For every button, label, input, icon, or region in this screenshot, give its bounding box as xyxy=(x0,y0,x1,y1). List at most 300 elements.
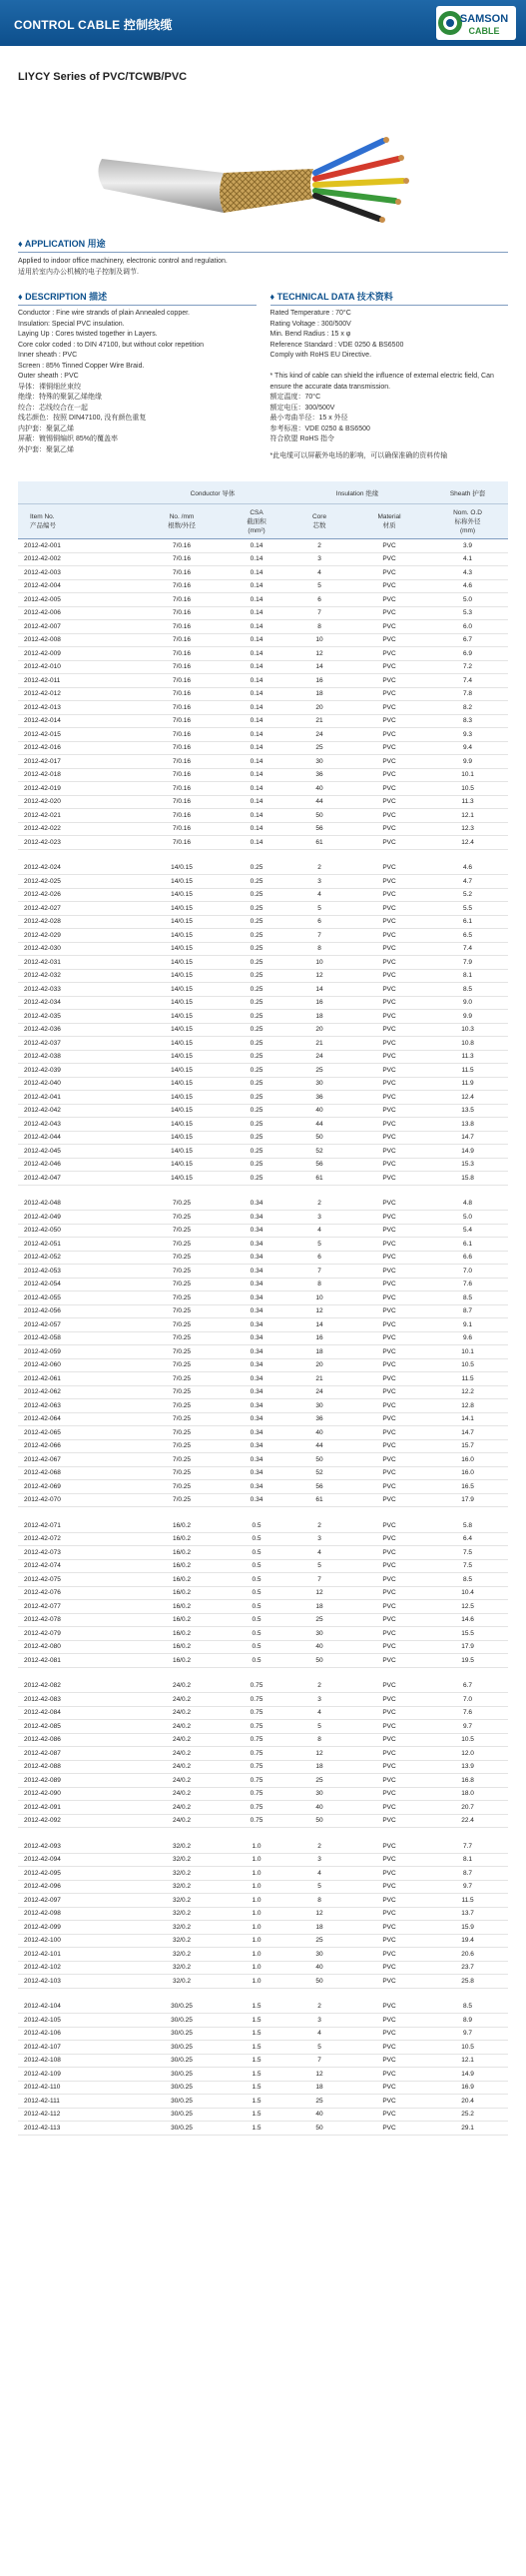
material-cell: PVC xyxy=(351,1907,427,1921)
table-row xyxy=(18,1372,508,1386)
core-cell: 44 xyxy=(287,1118,351,1132)
item-no-cell: 2012-42-020 xyxy=(18,795,138,809)
item-no-cell: 2012-42-103 xyxy=(18,1975,138,1989)
core-cell: 44 xyxy=(287,1439,351,1453)
od-cell: 8.9 xyxy=(427,2014,508,2028)
od-cell: 6.0 xyxy=(427,620,508,634)
material-cell: PVC xyxy=(351,782,427,796)
material-cell: PVC xyxy=(351,1077,427,1091)
material-cell: PVC xyxy=(351,1318,427,1332)
csa-cell: 0.25 xyxy=(226,996,287,1010)
od-cell: 10.5 xyxy=(427,1358,508,1372)
table-row xyxy=(18,2027,508,2041)
conductor-cell: 14/0.15 xyxy=(138,929,226,943)
table-row xyxy=(18,1867,508,1881)
table-row xyxy=(18,2041,508,2055)
csa-cell: 0.5 xyxy=(226,1546,287,1560)
material-cell: PVC xyxy=(351,633,427,647)
table-row xyxy=(18,1747,508,1761)
core-cell: 2 xyxy=(287,1519,351,1532)
material-cell: PVC xyxy=(351,1787,427,1801)
od-cell: 4.6 xyxy=(427,579,508,593)
item-no-cell: 2012-42-055 xyxy=(18,1291,138,1305)
material-cell: PVC xyxy=(351,1654,427,1668)
csa-cell: 0.25 xyxy=(226,915,287,929)
conductor-cell: 7/0.25 xyxy=(138,1304,226,1318)
od-cell: 17.9 xyxy=(427,1640,508,1654)
table-row xyxy=(18,1211,508,1225)
item-no-cell: 2012-42-080 xyxy=(18,1640,138,1654)
conductor-cell: 32/0.2 xyxy=(138,1894,226,1908)
item-no-cell: 2012-42-008 xyxy=(18,633,138,647)
core-cell: 50 xyxy=(287,1975,351,1989)
material-cell: PVC xyxy=(351,1600,427,1614)
core-cell: 52 xyxy=(287,1466,351,1480)
core-cell: 25 xyxy=(287,1934,351,1948)
csa-cell: 0.34 xyxy=(226,1345,287,1359)
conductor-cell: 16/0.2 xyxy=(138,1546,226,1560)
table-row xyxy=(18,1265,508,1279)
od-cell: 4.3 xyxy=(427,566,508,580)
conductor-cell: 14/0.15 xyxy=(138,1091,226,1105)
core-cell: 18 xyxy=(287,1600,351,1614)
csa-cell: 0.75 xyxy=(226,1706,287,1720)
csa-cell: 0.5 xyxy=(226,1586,287,1600)
conductor-cell: 7/0.25 xyxy=(138,1331,226,1345)
core-cell: 14 xyxy=(287,660,351,674)
conductor-cell: 30/0.25 xyxy=(138,2001,226,2014)
conductor-cell: 14/0.15 xyxy=(138,969,226,983)
conductor-cell: 7/0.16 xyxy=(138,579,226,593)
item-no-cell: 2012-42-060 xyxy=(18,1358,138,1372)
core-cell: 25 xyxy=(287,1064,351,1078)
material-cell: PVC xyxy=(351,1385,427,1399)
conductor-cell: 14/0.15 xyxy=(138,996,226,1010)
core-cell: 4 xyxy=(287,1224,351,1238)
conductor-cell: 7/0.16 xyxy=(138,633,226,647)
conductor-cell: 32/0.2 xyxy=(138,1880,226,1894)
table-row xyxy=(18,687,508,701)
table-row xyxy=(18,1894,508,1908)
application-section xyxy=(18,237,508,278)
csa-cell: 0.5 xyxy=(226,1519,287,1532)
item-no-cell: 2012-42-027 xyxy=(18,902,138,916)
material-cell: PVC xyxy=(351,983,427,997)
material-cell: PVC xyxy=(351,1037,427,1051)
table-row xyxy=(18,996,508,1010)
table-row xyxy=(18,1640,508,1654)
csa-cell: 0.25 xyxy=(226,1010,287,1024)
conductor-cell: 24/0.2 xyxy=(138,1774,226,1788)
table-row xyxy=(18,1358,508,1372)
od-cell: 15.7 xyxy=(427,1439,508,1453)
core-cell: 3 xyxy=(287,552,351,566)
table-row xyxy=(18,809,508,823)
table-row xyxy=(18,1064,508,1078)
table-row xyxy=(18,1880,508,1894)
material-cell: PVC xyxy=(351,1867,427,1881)
item-no-cell: 2012-42-035 xyxy=(18,1010,138,1024)
material-cell: PVC xyxy=(351,566,427,580)
group-spacer xyxy=(18,1988,508,2001)
conductor-cell: 30/0.25 xyxy=(138,2108,226,2122)
csa-cell: 0.75 xyxy=(226,1680,287,1693)
item-no-cell: 2012-42-028 xyxy=(18,915,138,929)
core-cell: 44 xyxy=(287,795,351,809)
description-title: ♦ DESCRIPTION 描述 xyxy=(18,292,108,302)
item-no-cell: 2012-42-070 xyxy=(18,1493,138,1507)
application-title: ♦ APPLICATION 用途 xyxy=(18,239,106,249)
csa-cell: 0.75 xyxy=(226,1814,287,1828)
csa-cell: 0.5 xyxy=(226,1613,287,1627)
od-cell: 25.2 xyxy=(427,2108,508,2122)
conductor-cell: 14/0.15 xyxy=(138,1064,226,1078)
material-cell: PVC xyxy=(351,1747,427,1761)
csa-cell: 0.34 xyxy=(226,1466,287,1480)
material-cell: PVC xyxy=(351,1706,427,1720)
od-cell: 10.1 xyxy=(427,1345,508,1359)
od-cell: 14.9 xyxy=(427,2068,508,2082)
csa-cell: 1.0 xyxy=(226,1853,287,1867)
csa-cell: 0.75 xyxy=(226,1720,287,1734)
material-cell: PVC xyxy=(351,1640,427,1654)
material-cell: PVC xyxy=(351,714,427,728)
core-cell: 8 xyxy=(287,942,351,956)
csa-cell: 0.34 xyxy=(226,1238,287,1252)
item-no-cell: 2012-42-045 xyxy=(18,1145,138,1159)
csa-cell: 0.34 xyxy=(226,1291,287,1305)
csa-cell: 0.25 xyxy=(226,1118,287,1132)
conductor-cell: 7/0.25 xyxy=(138,1385,226,1399)
csa-cell: 0.34 xyxy=(226,1453,287,1467)
material-cell: PVC xyxy=(351,1224,427,1238)
material-cell: PVC xyxy=(351,1894,427,1908)
item-no-cell: 2012-42-003 xyxy=(18,566,138,580)
od-cell: 20.4 xyxy=(427,2095,508,2109)
item-no-cell: 2012-42-039 xyxy=(18,1064,138,1078)
group-spacer-cell xyxy=(18,849,508,862)
conductor-cell: 16/0.2 xyxy=(138,1613,226,1627)
material-cell: PVC xyxy=(351,969,427,983)
core-cell: 30 xyxy=(287,755,351,769)
conductor-cell: 7/0.16 xyxy=(138,728,226,742)
conductor-cell: 7/0.25 xyxy=(138,1480,226,1494)
item-no-cell: 2012-42-077 xyxy=(18,1600,138,1614)
table-row xyxy=(18,915,508,929)
item-no-cell: 2012-42-090 xyxy=(18,1787,138,1801)
table-row xyxy=(18,1331,508,1345)
item-no-cell: 2012-42-065 xyxy=(18,1426,138,1440)
od-cell: 17.9 xyxy=(427,1493,508,1507)
item-no-cell: 2012-42-084 xyxy=(18,1706,138,1720)
material-cell: PVC xyxy=(351,620,427,634)
table-row xyxy=(18,1907,508,1921)
conductor-cell: 16/0.2 xyxy=(138,1640,226,1654)
csa-cell: 0.34 xyxy=(226,1211,287,1225)
csa-cell: 0.14 xyxy=(226,539,287,553)
core-cell: 4 xyxy=(287,1546,351,1560)
material-cell: PVC xyxy=(351,1251,427,1265)
item-no-cell: 2012-42-081 xyxy=(18,1654,138,1668)
od-cell: 7.2 xyxy=(427,660,508,674)
od-cell: 13.7 xyxy=(427,1907,508,1921)
material-cell: PVC xyxy=(351,1480,427,1494)
table-row xyxy=(18,1091,508,1105)
table-row xyxy=(18,969,508,983)
item-no-cell: 2012-42-030 xyxy=(18,942,138,956)
core-cell: 16 xyxy=(287,996,351,1010)
od-cell: 8.5 xyxy=(427,2001,508,2014)
csa-cell: 0.14 xyxy=(226,768,287,782)
conductor-cell: 30/0.25 xyxy=(138,2041,226,2055)
item-no-cell: 2012-42-015 xyxy=(18,728,138,742)
table-row xyxy=(18,1385,508,1399)
core-cell: 6 xyxy=(287,915,351,929)
od-cell: 6.9 xyxy=(427,647,508,661)
spec-table-container xyxy=(18,481,508,2136)
conductor-cell: 14/0.15 xyxy=(138,1172,226,1186)
table-row xyxy=(18,1654,508,1668)
od-cell: 15.5 xyxy=(427,1627,508,1641)
logo-text-1: SAMSON xyxy=(459,13,509,25)
group-spacer-cell xyxy=(18,1507,508,1520)
conductor-cell: 14/0.15 xyxy=(138,942,226,956)
conductor-cell: 7/0.16 xyxy=(138,701,226,715)
od-cell: 6.5 xyxy=(427,929,508,943)
item-no-cell: 2012-42-066 xyxy=(18,1439,138,1453)
item-no-cell: 2012-42-063 xyxy=(18,1399,138,1413)
table-row xyxy=(18,942,508,956)
conductor-cell: 7/0.25 xyxy=(138,1466,226,1480)
material-cell: PVC xyxy=(351,836,427,850)
material-cell: PVC xyxy=(351,875,427,889)
od-cell: 12.4 xyxy=(427,1091,508,1105)
table-row xyxy=(18,1760,508,1774)
conductor-cell: 24/0.2 xyxy=(138,1706,226,1720)
item-no-cell: 2012-42-068 xyxy=(18,1466,138,1480)
core-cell: 40 xyxy=(287,782,351,796)
table-row xyxy=(18,1532,508,1546)
conductor-group-header: Conductor 导体 xyxy=(138,481,287,504)
conductor-cell: 30/0.25 xyxy=(138,2027,226,2041)
material-cell: PVC xyxy=(351,2108,427,2122)
material-cell: PVC xyxy=(351,1733,427,1747)
conductor-cell: 32/0.2 xyxy=(138,1907,226,1921)
material-cell: PVC xyxy=(351,1010,427,1024)
od-cell: 7.4 xyxy=(427,942,508,956)
core-cell: 24 xyxy=(287,1385,351,1399)
table-row xyxy=(18,579,508,593)
conductor-cell: 14/0.15 xyxy=(138,1010,226,1024)
core-cell: 30 xyxy=(287,1787,351,1801)
material-cell: PVC xyxy=(351,1331,427,1345)
table-row xyxy=(18,836,508,850)
conductor-cell: 14/0.15 xyxy=(138,1131,226,1145)
table-row xyxy=(18,2081,508,2095)
conductor-cell: 14/0.15 xyxy=(138,1050,226,1064)
table-row xyxy=(18,1145,508,1159)
core-cell: 12 xyxy=(287,969,351,983)
material-cell: PVC xyxy=(351,1466,427,1480)
group-spacer-cell xyxy=(18,1828,508,1841)
table-row xyxy=(18,1251,508,1265)
material-cell: PVC xyxy=(351,1104,427,1118)
conductor-cell: 16/0.2 xyxy=(138,1573,226,1587)
item-no-cell: 2012-42-075 xyxy=(18,1573,138,1587)
table-row xyxy=(18,956,508,970)
od-cell: 4.7 xyxy=(427,875,508,889)
item-no-cell: 2012-42-083 xyxy=(18,1693,138,1707)
od-cell: 5.4 xyxy=(427,1224,508,1238)
core-cell: 18 xyxy=(287,1345,351,1359)
table-row xyxy=(18,1814,508,1828)
material-cell: PVC xyxy=(351,1934,427,1948)
table-row xyxy=(18,822,508,836)
item-no-cell: 2012-42-099 xyxy=(18,1921,138,1935)
material-cell: PVC xyxy=(351,1345,427,1359)
core-cell: 50 xyxy=(287,1453,351,1467)
core-cell: 18 xyxy=(287,1760,351,1774)
core-cell: 7 xyxy=(287,606,351,620)
od-cell: 12.1 xyxy=(427,809,508,823)
item-no-cell: 2012-42-031 xyxy=(18,956,138,970)
core-cell: 21 xyxy=(287,1037,351,1051)
conductor-cell: 30/0.25 xyxy=(138,2014,226,2028)
table-row xyxy=(18,1613,508,1627)
core-cell: 36 xyxy=(287,1412,351,1426)
table-row xyxy=(18,1466,508,1480)
item-no-cell: 2012-42-040 xyxy=(18,1077,138,1091)
core-cell: 3 xyxy=(287,1211,351,1225)
core-cell: 50 xyxy=(287,1654,351,1668)
conductor-cell: 7/0.25 xyxy=(138,1399,226,1413)
od-cell: 19.5 xyxy=(427,1654,508,1668)
core-cell: 36 xyxy=(287,768,351,782)
od-cell: 13.5 xyxy=(427,1104,508,1118)
material-cell: PVC xyxy=(351,1720,427,1734)
material-cell: PVC xyxy=(351,956,427,970)
conductor-cell: 7/0.25 xyxy=(138,1439,226,1453)
item-no-cell: 2012-42-050 xyxy=(18,1224,138,1238)
table-row xyxy=(18,1426,508,1440)
item-no-cell: 2012-42-004 xyxy=(18,579,138,593)
core-cell: 3 xyxy=(287,1693,351,1707)
item-no-cell: 2012-42-056 xyxy=(18,1304,138,1318)
material-cell: PVC xyxy=(351,1880,427,1894)
item-no-cell: 2012-42-029 xyxy=(18,929,138,943)
conductor-cell: 24/0.2 xyxy=(138,1801,226,1815)
table-row xyxy=(18,1480,508,1494)
table-row xyxy=(18,1412,508,1426)
core-cell: 3 xyxy=(287,1532,351,1546)
conductor-cell: 7/0.16 xyxy=(138,755,226,769)
core-cell: 4 xyxy=(287,1867,351,1881)
core-cell: 24 xyxy=(287,1050,351,1064)
od-cell: 13.9 xyxy=(427,1760,508,1774)
csa-cell: 0.34 xyxy=(226,1318,287,1332)
item-no-cell: 2012-42-017 xyxy=(18,755,138,769)
item-no-cell: 2012-42-058 xyxy=(18,1331,138,1345)
core-cell: 12 xyxy=(287,2068,351,2082)
csa-cell: 1.0 xyxy=(226,1894,287,1908)
section-divider xyxy=(270,305,509,306)
material-cell: PVC xyxy=(351,1586,427,1600)
core-cell: 7 xyxy=(287,1265,351,1279)
technical-section xyxy=(270,290,509,461)
description-text: Conductor : Fine wire strands of plain Annealed copper. Insulation: Special PVC insulation. Laying Up : Cores twisted together in Layers. Core color coded : to DIN 47100, but without color repetition Inner sheath : PVC Screen : 85% Tinned Copper Wire Braid. Outer sheath : PVC 导体：裸铜细丝束绞 绝缘：特殊的聚氯乙烯绝缘 绞合：芯线绞合在一起 线芯颜色：按照 DIN47100, 没有颜色重复 内护套：聚氯乙烯 屏蔽：镀锡铜编织 85%的覆盖率 外护套：聚氯乙烯 xyxy=(18,310,204,453)
material-cell: PVC xyxy=(351,687,427,701)
csa-cell: 0.5 xyxy=(226,1640,287,1654)
table-row xyxy=(18,902,508,916)
group-spacer-cell xyxy=(18,1988,508,2001)
core-cell: 30 xyxy=(287,1948,351,1962)
material-cell: PVC xyxy=(351,701,427,715)
od-cell: 11.5 xyxy=(427,1372,508,1386)
table-row xyxy=(18,1037,508,1051)
item-no-cell: 2012-42-041 xyxy=(18,1091,138,1105)
table-row xyxy=(18,1934,508,1948)
spec-table xyxy=(18,481,508,2136)
material-cell: PVC xyxy=(351,2068,427,2082)
od-cell: 25.8 xyxy=(427,1975,508,1989)
item-no-cell: 2012-42-072 xyxy=(18,1532,138,1546)
table-row xyxy=(18,1318,508,1332)
table-row xyxy=(18,1787,508,1801)
csa-cell: 1.0 xyxy=(226,1948,287,1962)
table-row xyxy=(18,1840,508,1853)
table-row xyxy=(18,2095,508,2109)
table-row xyxy=(18,1278,508,1291)
item-no-cell: 2012-42-069 xyxy=(18,1480,138,1494)
csa-cell: 1.5 xyxy=(226,2014,287,2028)
material-cell: PVC xyxy=(351,1439,427,1453)
material-cell: PVC xyxy=(351,942,427,956)
core-cell: 20 xyxy=(287,701,351,715)
conductor-cell: 24/0.2 xyxy=(138,1814,226,1828)
material-cell: PVC xyxy=(351,1453,427,1467)
conductor-cell: 7/0.25 xyxy=(138,1412,226,1426)
table-row xyxy=(18,633,508,647)
csa-cell: 0.25 xyxy=(226,888,287,902)
csa-cell: 1.5 xyxy=(226,2108,287,2122)
table-row xyxy=(18,1077,508,1091)
item-no-cell: 2012-42-005 xyxy=(18,593,138,607)
material-cell: PVC xyxy=(351,2122,427,2136)
material-cell: PVC xyxy=(351,1559,427,1573)
od-cell: 6.6 xyxy=(427,1251,508,1265)
core-cell: 8 xyxy=(287,1733,351,1747)
item-no-cell: 2012-42-023 xyxy=(18,836,138,850)
item-no-cell: 2012-42-074 xyxy=(18,1559,138,1573)
od-cell: 5.8 xyxy=(427,1519,508,1532)
od-cell: 4.1 xyxy=(427,552,508,566)
page-header xyxy=(0,0,526,46)
conductor-cell: 7/0.16 xyxy=(138,782,226,796)
core-cell: 40 xyxy=(287,1426,351,1440)
table-row xyxy=(18,1453,508,1467)
item-no-cell: 2012-42-013 xyxy=(18,701,138,715)
item-no-cell: 2012-42-037 xyxy=(18,1037,138,1051)
item-no-cell: 2012-42-025 xyxy=(18,875,138,889)
od-cell: 10.5 xyxy=(427,782,508,796)
item-no-cell: 2012-42-098 xyxy=(18,1907,138,1921)
conductor-cell: 7/0.25 xyxy=(138,1372,226,1386)
table-row xyxy=(18,1706,508,1720)
od-cell: 11.9 xyxy=(427,1077,508,1091)
material-cell: PVC xyxy=(351,1948,427,1962)
conductor-cell: 16/0.2 xyxy=(138,1586,226,1600)
table-row xyxy=(18,714,508,728)
